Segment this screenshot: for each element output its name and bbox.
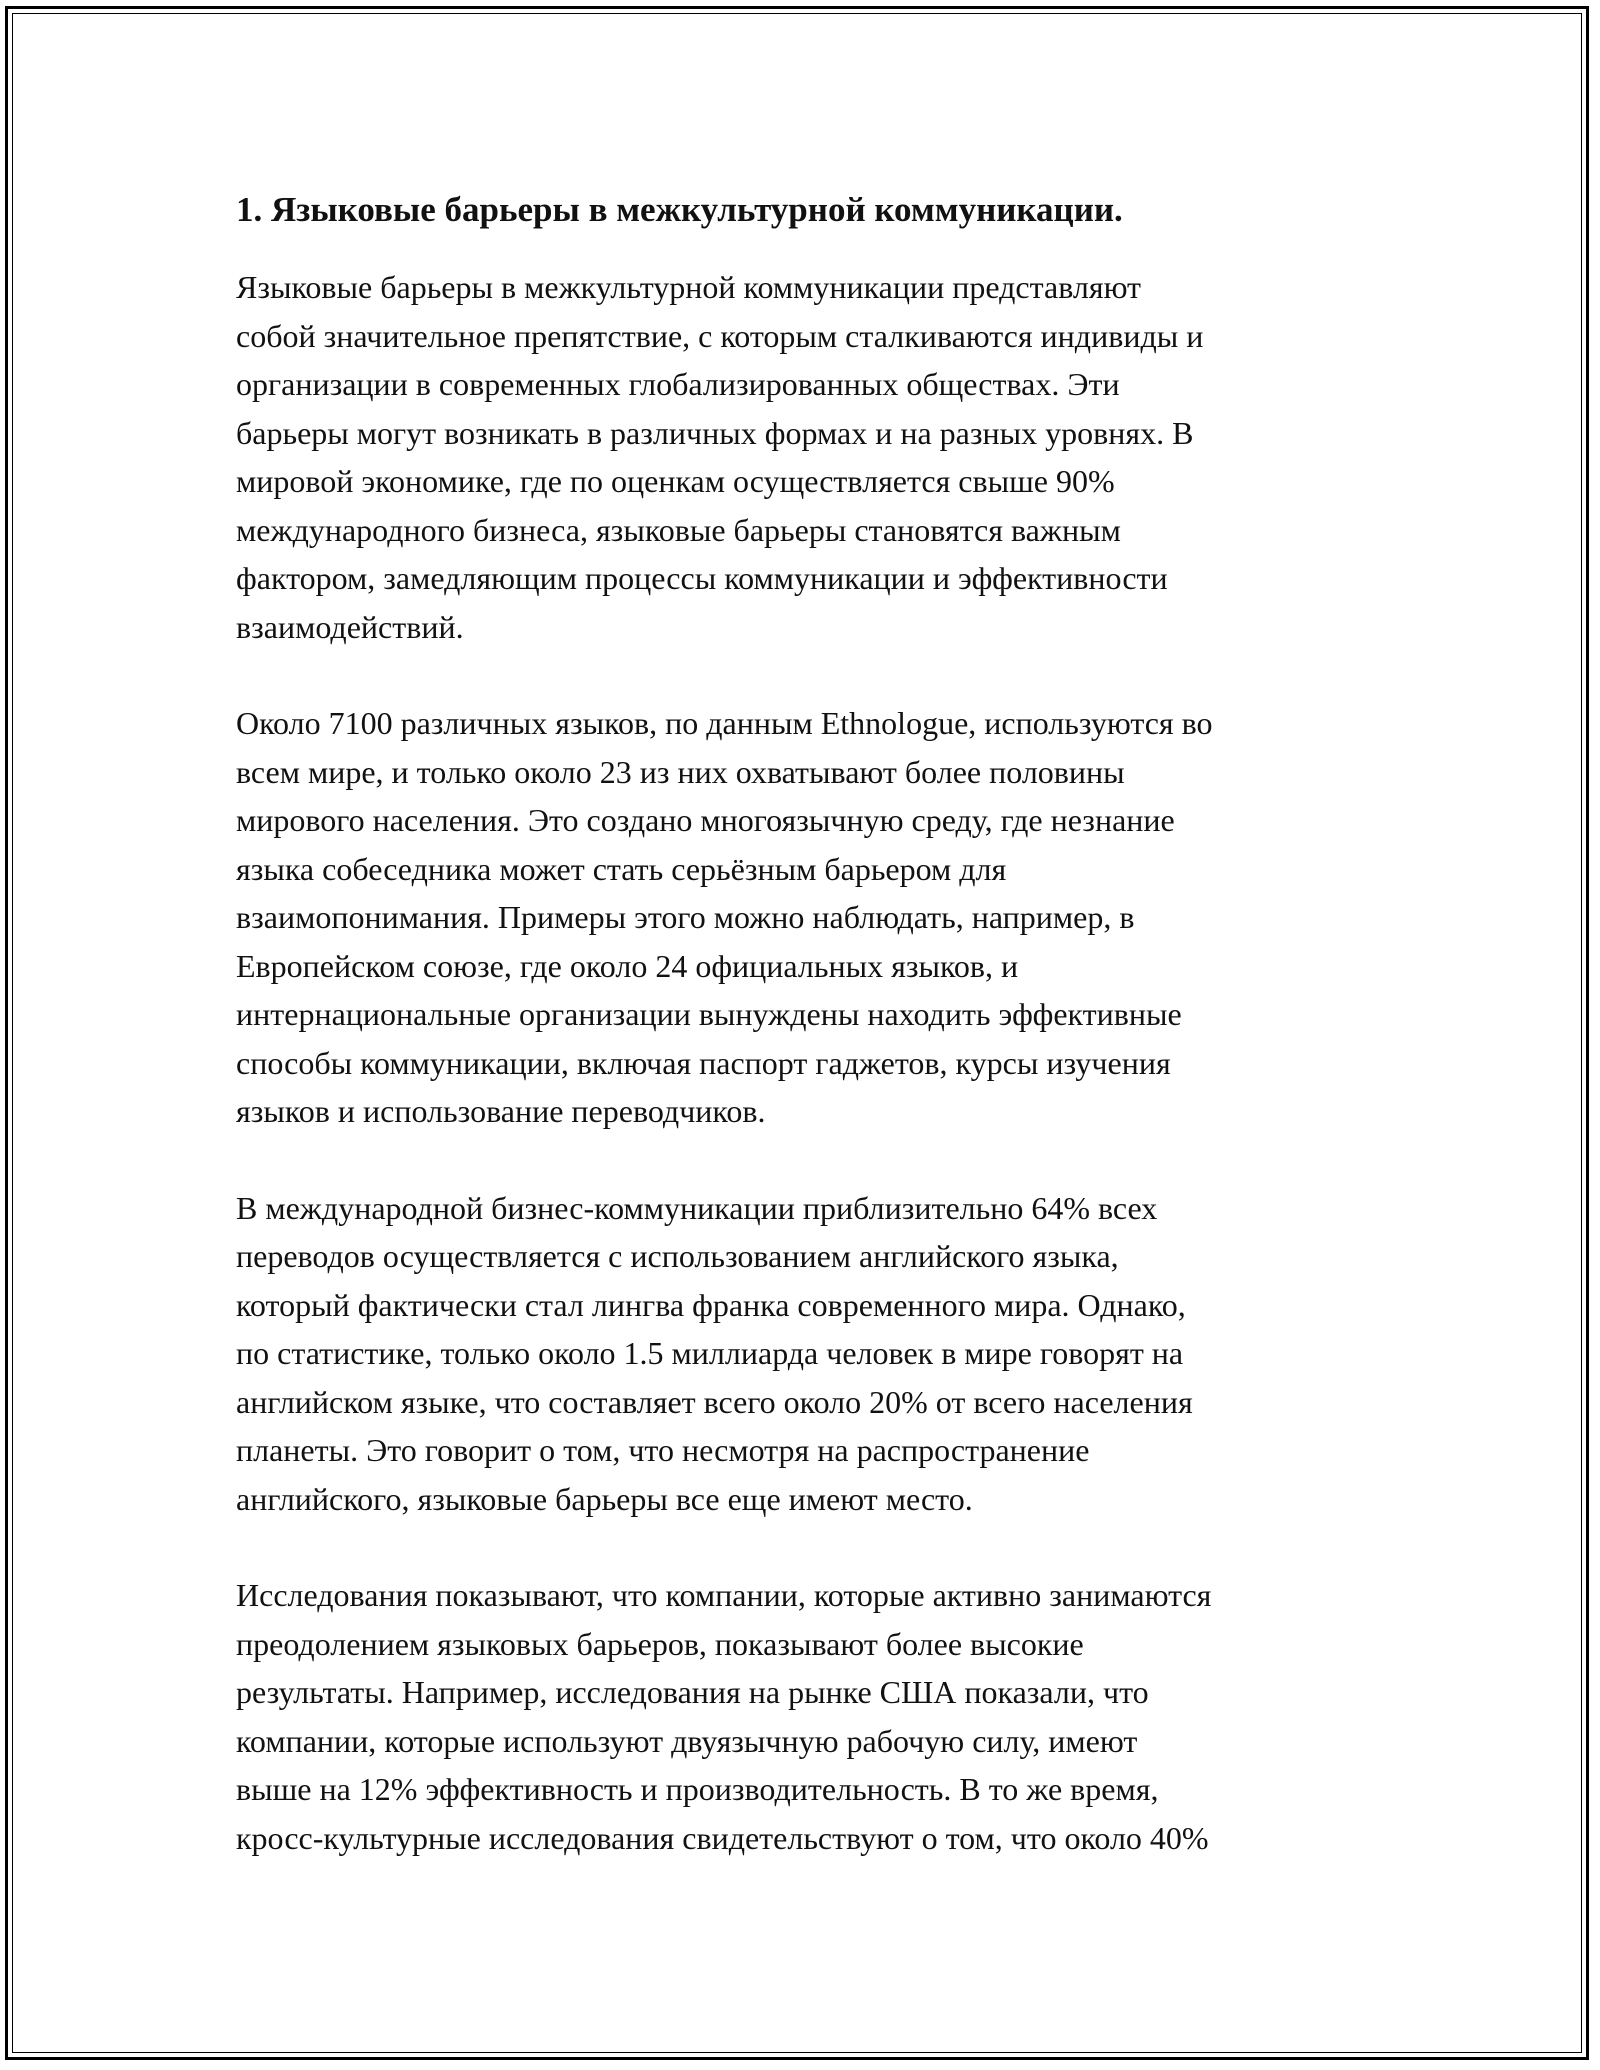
section-title: 1. Языковые барьеры в межкультурной коммуникации. [236, 190, 1123, 229]
paragraph-line: мировой экономике, где по оценкам осуществляется свыше 90% [236, 463, 1115, 499]
paragraph-line: фактором, замедляющим процессы коммуникации и эффективности [236, 560, 1168, 596]
paragraph-line: барьеры могут возникать в различных формах и на разных уровнях. В [236, 414, 1194, 451]
paragraph-4 [236, 1571, 1376, 1862]
paragraph-line: английского, языковые барьеры все еще имеют место. [236, 1480, 973, 1517]
paragraph-line: Языковые барьеры в межкультурной коммуникации представляют [236, 269, 1142, 305]
paragraph-line: выше на 12% эффективность и производительность. В то же время, [236, 1771, 1159, 1807]
paragraph-line: Около 7100 различных языков, по данным Ethnologue, используются во [236, 705, 1213, 741]
paragraph-line: по статистике, только около 1.5 миллиарда человек в мире говорят на [236, 1335, 1184, 1371]
paragraph-line: кросс-культурные исследования свидетельствуют о том, что около 40% [236, 1819, 1209, 1856]
paragraph-line: Европейском союзе, где около 24 официальных языков, и [236, 947, 1019, 984]
paragraph-line: мирового населения. Это создано многоязычную среду, где незнание [236, 802, 1175, 838]
paragraph-line: английском языке, что составляет всего около 20% от всего населения [236, 1383, 1193, 1420]
paragraph-line: языков и использование переводчиков. [236, 1093, 766, 1129]
paragraph-2 [236, 699, 1376, 1136]
paragraph-line: взаимопонимания. Примеры этого можно наблюдать, например, в [236, 899, 1135, 935]
paragraph-line: языка собеседника может стать серьёзным барьером для [236, 850, 1007, 887]
paragraph-line: который фактически стал лингва франка современного мира. Однако, [236, 1286, 1186, 1323]
paragraph-line: преодолением языковых барьеров, показывают более высокие [236, 1625, 1084, 1662]
paragraph-line: организации в современных глобализированных обществах. Эти [236, 366, 1120, 402]
paragraph-line: всем мире, и только около 23 из них охватывают более половины [236, 753, 1125, 790]
paragraph-line: международного бизнеса, языковые барьеры становятся важным [236, 511, 1121, 548]
paragraph-line: интернациональные организации вынуждены находить эффективные [236, 996, 1182, 1032]
paragraph-line: переводов осуществляется с использованием английского языка, [236, 1238, 1119, 1274]
paragraph-3 [236, 1184, 1376, 1524]
paragraph-1 [236, 263, 1376, 651]
paragraph-line: Исследования показывают, что компании, которые активно занимаются [236, 1577, 1212, 1613]
paragraph-line: компании, которые используют двуязычную рабочую силу, имеют [236, 1722, 1138, 1759]
document-body [236, 185, 1376, 1910]
paragraph-line: взаимодействий. [236, 608, 464, 645]
paragraph-line: В международной бизнес-коммуникации приблизительно 64% всех [236, 1189, 1158, 1226]
paragraph-line: собой значительное препятствие, с которым сталкиваются индивиды и [236, 317, 1204, 354]
paragraph-line: способы коммуникации, включая паспорт гаджетов, курсы изучения [236, 1044, 1171, 1081]
paragraph-line: планеты. Это говорит о том, что несмотря на распространение [236, 1432, 1090, 1468]
paragraph-line: результаты. Например, исследования на рынке США показали, что [236, 1674, 1149, 1710]
